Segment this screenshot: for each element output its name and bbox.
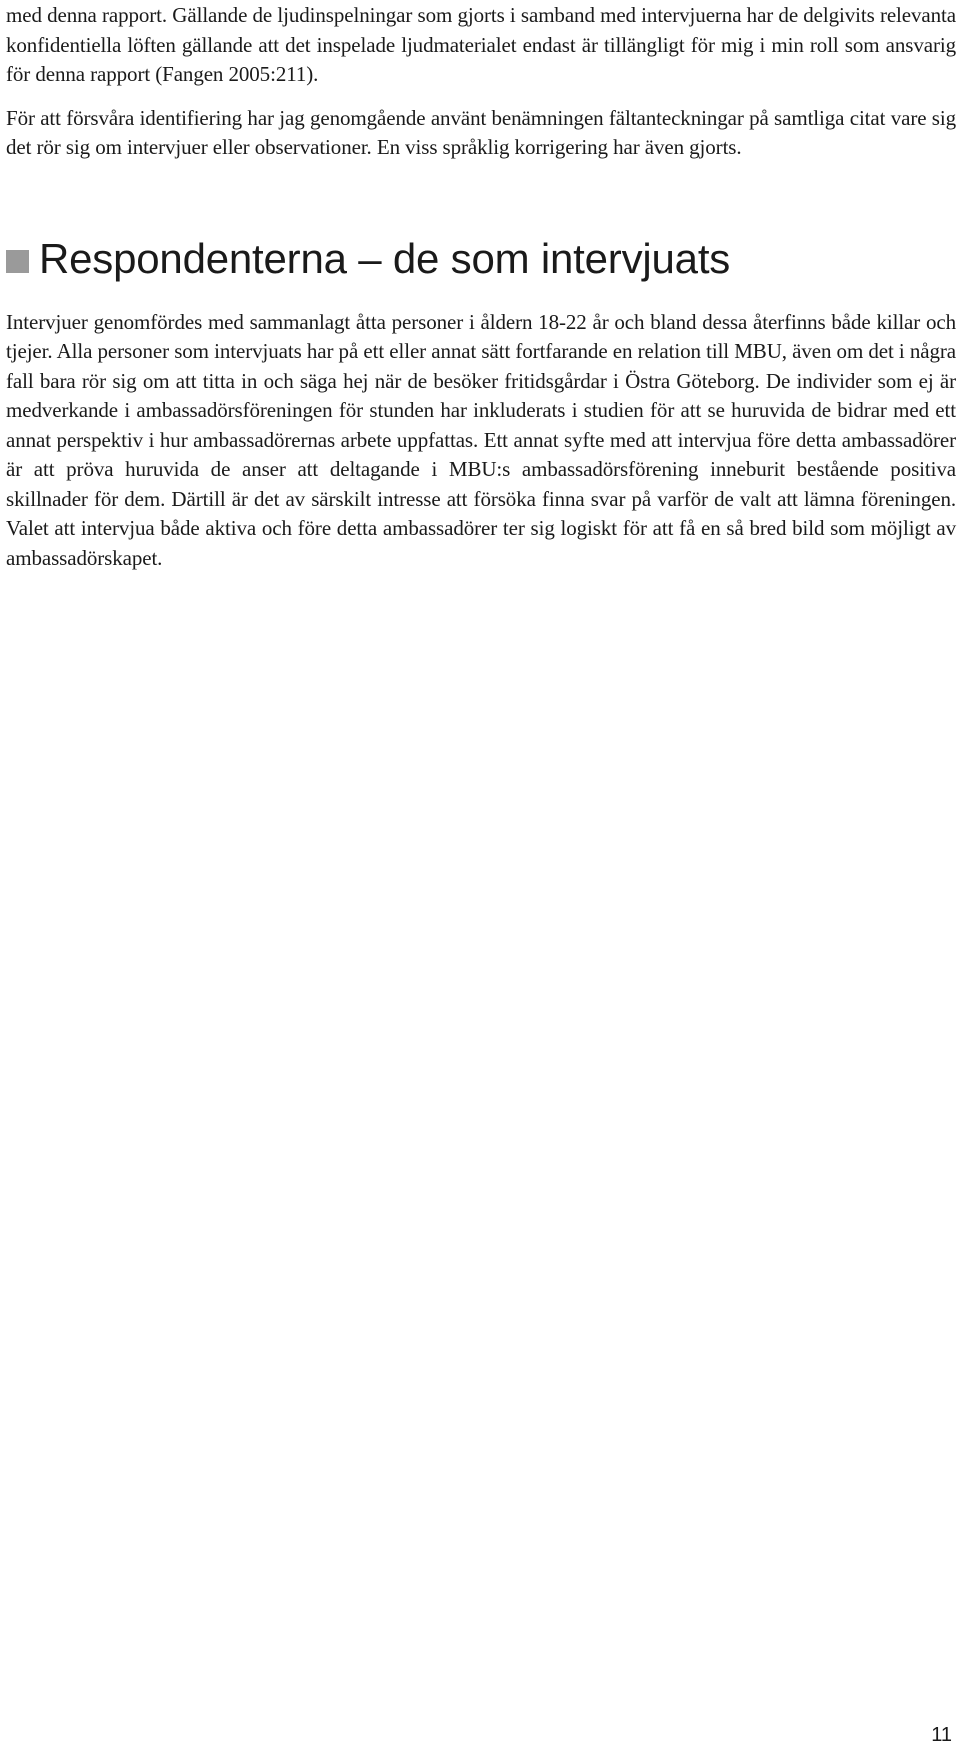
section-title: Respondenterna – de som intervjuats [39, 234, 731, 282]
document-page [6, 0, 956, 573]
page-number: 11 [931, 1724, 952, 1746]
square-bullet-icon [6, 250, 29, 273]
paragraph-respondents: Intervjuer genomfördes med sammanlagt åtta personer i åldern 18-22 år och bland dessa återfinns både killar och tjejer. Alla personer som intervjuats har på ett eller annat sätt fortfarande en relation till MBU, även om det i några fall bara rör sig om att titta in och säga hej när de besöker fritidsgårdar i Östra Göteborg. De individer som ej är medverkande i ambassadörsföreningen för stunden har inkluderats i studien för att se huruvida de bidrar med ett annat perspektiv i hur ambassadörernas arbete uppfattas. Ett annat syfte med att intervjua före detta ambassadörer är att pröva huruvida de anser att deltagande i MBU:s ambassadörsförening inneburit bestående positiva skillnader för dem. Därtill är det av särskilt intresse att försöka finna svar på varför de valt att lämna föreningen. Valet att intervjua både aktiva och före detta ambassadörer ter sig logiskt för att få en så bred bild som möjligt av ambassadörskapet. [6, 309, 956, 570]
paragraph-ethics: med denna rapport. Gällande de ljudinspelningar som gjorts i samband med intervjuerna har de delgivits relevanta konfidentiella löften gällande att det inspelade ljudmaterialet endast är tillängligt för mig i min roll som ansvarig för denna rapport (Fangen 2005:211). [6, 3, 956, 86]
section-heading [6, 234, 956, 284]
paragraph-identification: För att försvåra identifiering har jag genomgående använt benämningen fältanteckningar på samtliga citat vare sig det rör sig om intervjuer eller observationer. En viss språklig korrigering har även gjorts. [6, 105, 956, 159]
